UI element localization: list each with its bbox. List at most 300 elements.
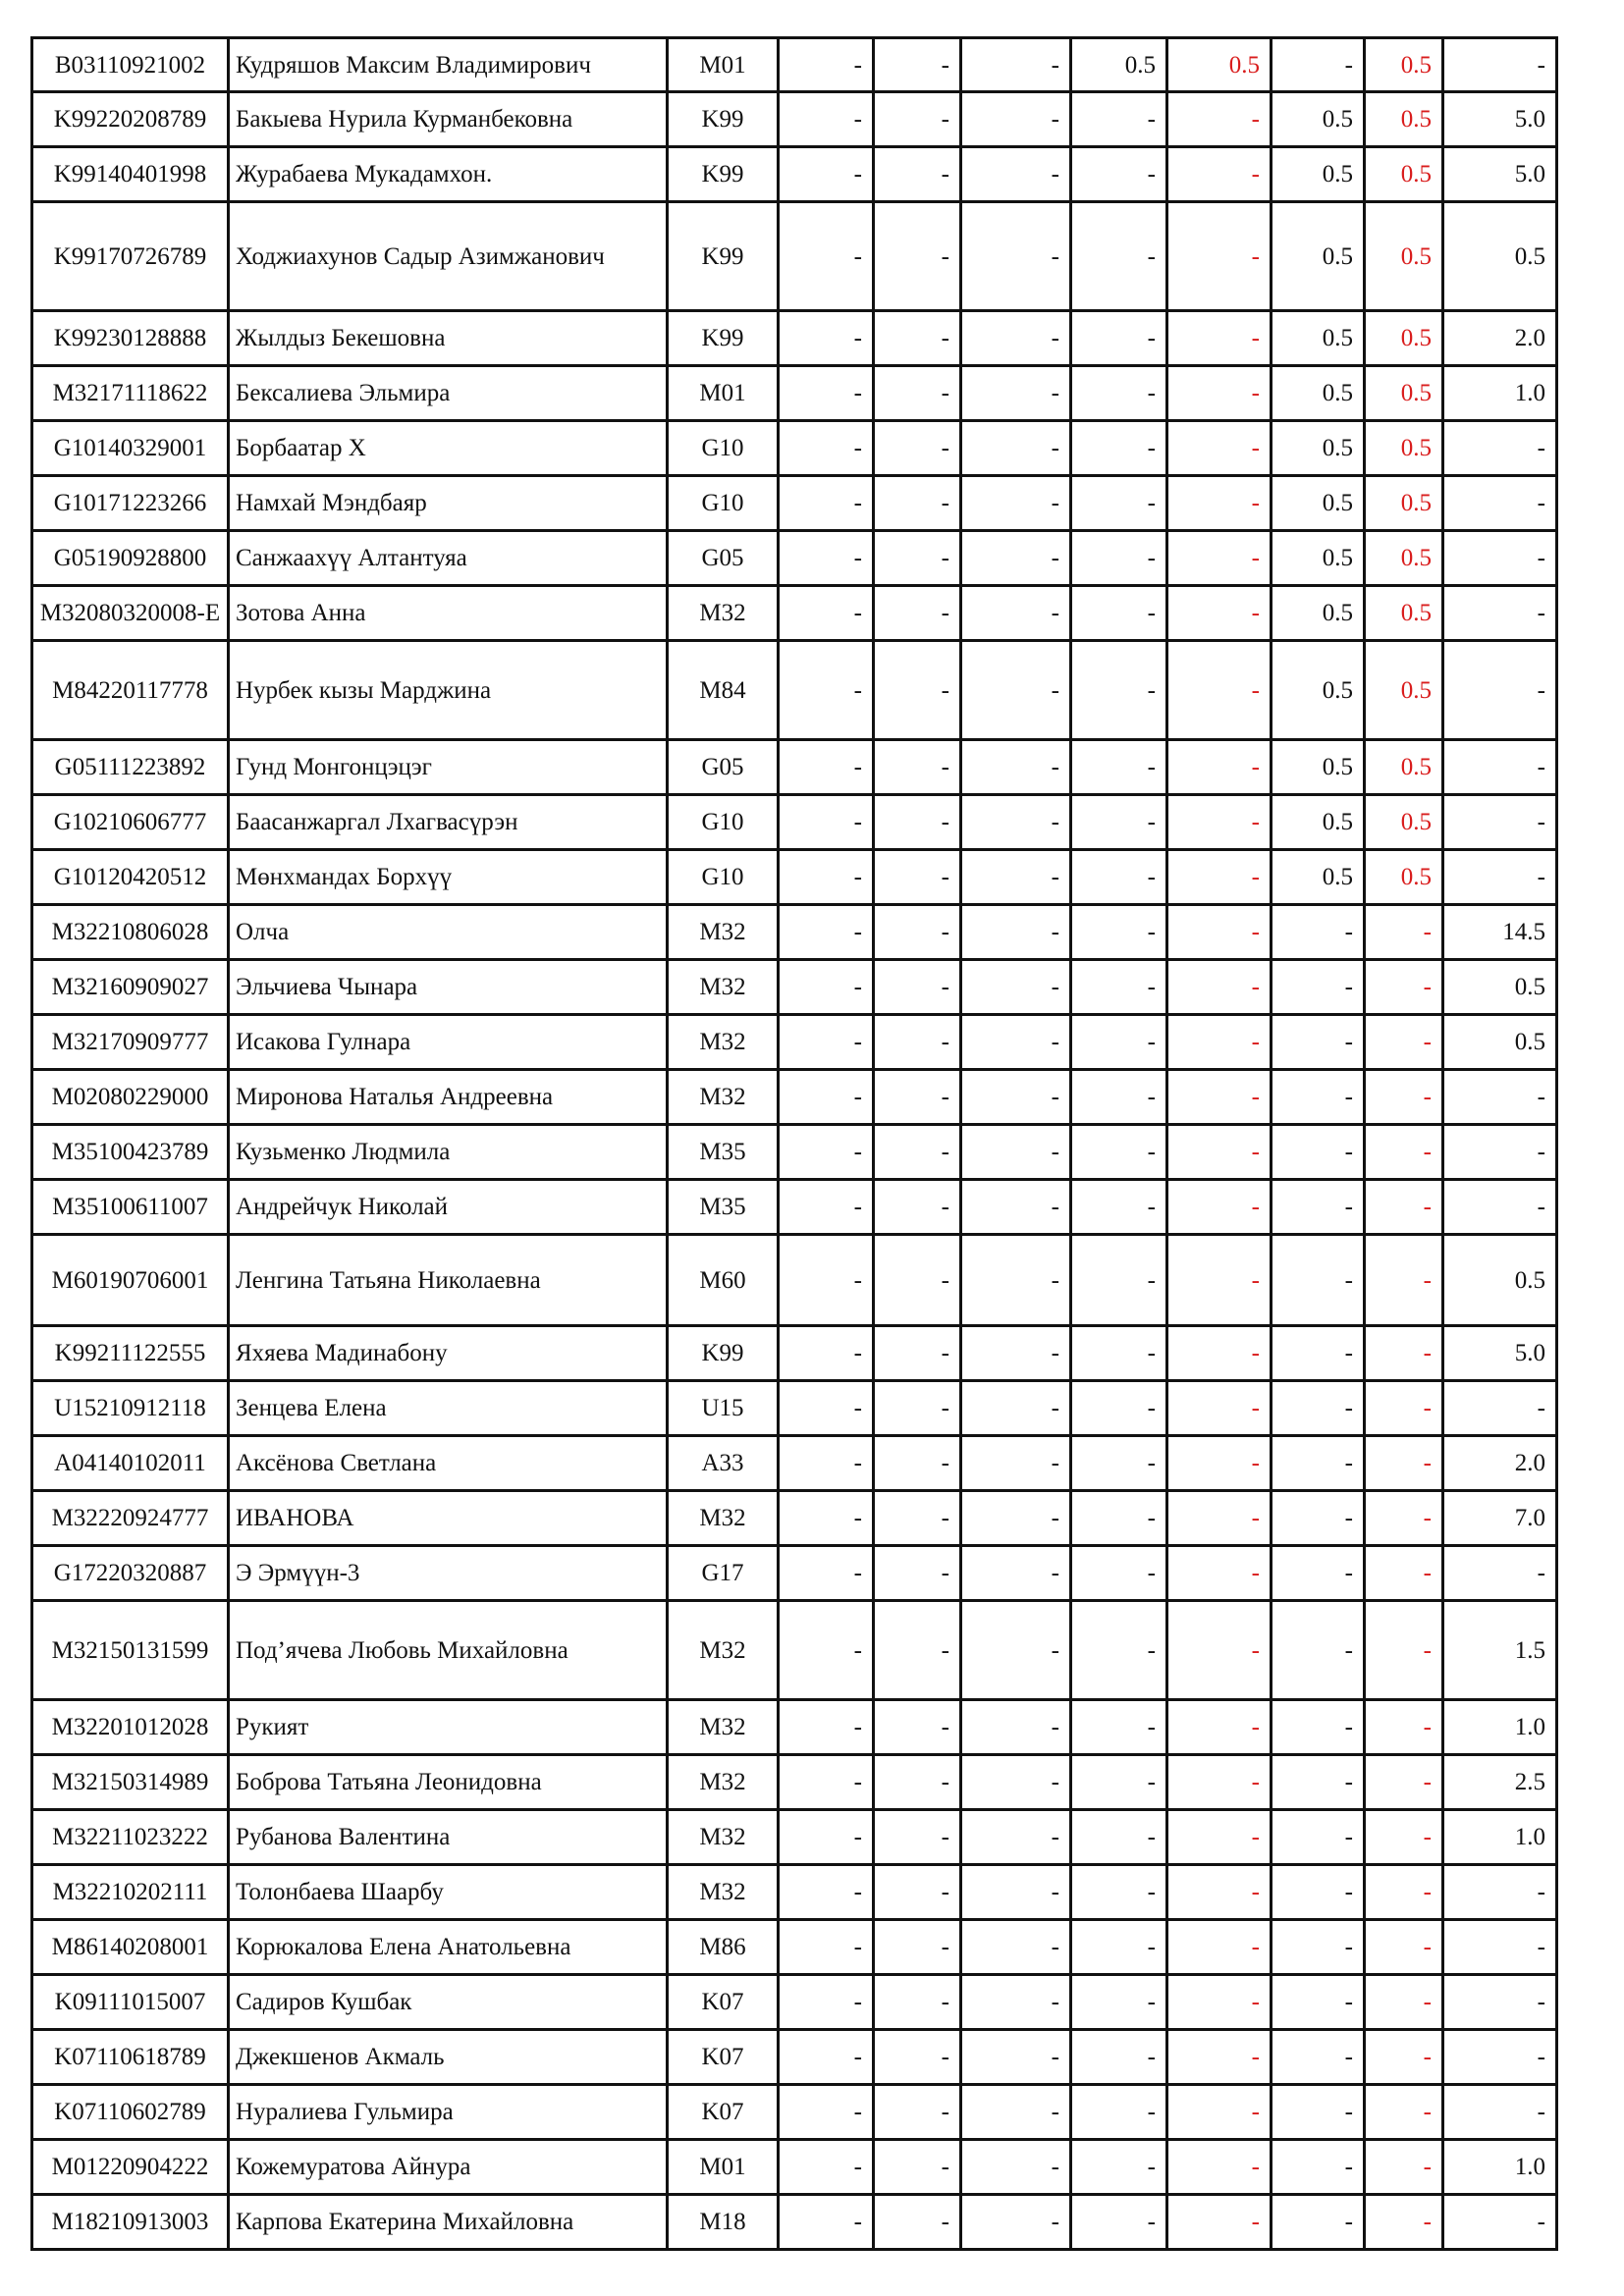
table-row <box>32 1015 1557 1070</box>
cell-v5: - <box>1167 1601 1272 1700</box>
cell-name: Джекшенов Акмаль <box>229 2030 668 2085</box>
cell-v2: - <box>874 1180 961 1235</box>
cell-name: Намхай Мэндбаяр <box>229 476 668 531</box>
cell-v6: 0.5 <box>1272 476 1365 531</box>
cell-v7: 0.5 <box>1365 795 1443 850</box>
cell-name: Кудряшов Максим Владимирович <box>229 38 668 92</box>
cell-code: M01 <box>668 366 779 421</box>
cell-v3: - <box>961 1491 1071 1546</box>
cell-id: M84220117778 <box>32 641 229 740</box>
cell-v4: - <box>1071 92 1167 147</box>
cell-name: Бексалиева Эльмира <box>229 366 668 421</box>
cell-v1: - <box>779 960 874 1015</box>
table-row <box>32 1810 1557 1865</box>
cell-v5: - <box>1167 1125 1272 1180</box>
table-row <box>32 531 1557 586</box>
cell-v1: - <box>779 476 874 531</box>
cell-v8: - <box>1443 1070 1557 1125</box>
cell-v4: - <box>1071 2195 1167 2250</box>
cell-name: Яхяева Мадинабону <box>229 1326 668 1381</box>
cell-name: Ленгина Татьяна Николаевна <box>229 1235 668 1326</box>
table-row <box>32 1920 1557 1975</box>
results-table-body <box>32 38 1557 2250</box>
cell-v5: - <box>1167 1865 1272 1920</box>
cell-v2: - <box>874 1235 961 1326</box>
cell-v5: - <box>1167 476 1272 531</box>
cell-name: Эльчиева Чынара <box>229 960 668 1015</box>
cell-v4: - <box>1071 586 1167 641</box>
cell-v1: - <box>779 850 874 905</box>
cell-code: M01 <box>668 38 779 92</box>
cell-v2: - <box>874 1070 961 1125</box>
cell-v3: - <box>961 586 1071 641</box>
cell-v3: - <box>961 1755 1071 1810</box>
cell-v7: 0.5 <box>1365 641 1443 740</box>
cell-v5: - <box>1167 1436 1272 1491</box>
cell-v4: - <box>1071 1235 1167 1326</box>
cell-name: Мөнхмандах Борхүү <box>229 850 668 905</box>
cell-v4: - <box>1071 1546 1167 1601</box>
cell-code: M32 <box>668 1810 779 1865</box>
cell-v6: - <box>1272 1436 1365 1491</box>
cell-v2: - <box>874 1601 961 1700</box>
cell-v3: - <box>961 795 1071 850</box>
cell-v1: - <box>779 905 874 960</box>
cell-v3: - <box>961 1436 1071 1491</box>
cell-v7: - <box>1365 1975 1443 2030</box>
cell-v7: - <box>1365 2140 1443 2195</box>
cell-v7: 0.5 <box>1365 850 1443 905</box>
cell-v5: - <box>1167 92 1272 147</box>
cell-name: ИВАНОВА <box>229 1491 668 1546</box>
cell-v1: - <box>779 641 874 740</box>
table-row <box>32 586 1557 641</box>
cell-code: M32 <box>668 1070 779 1125</box>
cell-v4: - <box>1071 960 1167 1015</box>
cell-v4: - <box>1071 905 1167 960</box>
cell-v7: 0.5 <box>1365 147 1443 202</box>
cell-v1: - <box>779 38 874 92</box>
cell-v4: - <box>1071 1975 1167 2030</box>
cell-id: K07110602789 <box>32 2085 229 2140</box>
table-row <box>32 421 1557 476</box>
cell-id: M32171118622 <box>32 366 229 421</box>
cell-v5: - <box>1167 147 1272 202</box>
cell-v8: 1.0 <box>1443 2140 1557 2195</box>
cell-v6: 0.5 <box>1272 641 1365 740</box>
cell-v4: - <box>1071 1070 1167 1125</box>
cell-v4: 0.5 <box>1071 38 1167 92</box>
cell-v1: - <box>779 2140 874 2195</box>
cell-code: M01 <box>668 2140 779 2195</box>
cell-code: U15 <box>668 1381 779 1436</box>
cell-v2: - <box>874 1810 961 1865</box>
cell-v5: - <box>1167 311 1272 366</box>
cell-v7: 0.5 <box>1365 202 1443 311</box>
cell-v1: - <box>779 1180 874 1235</box>
table-row <box>32 1436 1557 1491</box>
cell-id: M35100611007 <box>32 1180 229 1235</box>
cell-name: Карпова Екатерина Михайловна <box>229 2195 668 2250</box>
cell-v7: - <box>1365 1546 1443 1601</box>
table-row <box>32 476 1557 531</box>
table-row <box>32 366 1557 421</box>
cell-v3: - <box>961 1865 1071 1920</box>
cell-name: Э Эрмүүн-3 <box>229 1546 668 1601</box>
cell-v5: - <box>1167 202 1272 311</box>
cell-v4: - <box>1071 147 1167 202</box>
cell-v3: - <box>961 1810 1071 1865</box>
cell-id: K99230128888 <box>32 311 229 366</box>
cell-code: M35 <box>668 1180 779 1235</box>
cell-code: K99 <box>668 202 779 311</box>
cell-v2: - <box>874 38 961 92</box>
cell-code: K99 <box>668 311 779 366</box>
cell-code: M32 <box>668 960 779 1015</box>
cell-v5: - <box>1167 1920 1272 1975</box>
cell-code: M32 <box>668 1015 779 1070</box>
cell-v4: - <box>1071 1491 1167 1546</box>
cell-v8: - <box>1443 421 1557 476</box>
cell-name: Под’ячева Любовь Михайловна <box>229 1601 668 1700</box>
cell-name: Боброва Татьяна Леонидовна <box>229 1755 668 1810</box>
cell-v5: - <box>1167 1700 1272 1755</box>
table-row <box>32 1235 1557 1326</box>
table-row <box>32 2195 1557 2250</box>
cell-v3: - <box>961 1125 1071 1180</box>
cell-code: K07 <box>668 1975 779 2030</box>
cell-v2: - <box>874 1975 961 2030</box>
cell-v7: - <box>1365 1235 1443 1326</box>
cell-v1: - <box>779 92 874 147</box>
cell-v3: - <box>961 1546 1071 1601</box>
cell-v2: - <box>874 586 961 641</box>
cell-v3: - <box>961 2030 1071 2085</box>
cell-id: G17220320887 <box>32 1546 229 1601</box>
cell-v2: - <box>874 2085 961 2140</box>
cell-v3: - <box>961 1920 1071 1975</box>
cell-v4: - <box>1071 1180 1167 1235</box>
cell-v5: - <box>1167 1755 1272 1810</box>
table-row <box>32 960 1557 1015</box>
cell-v8: - <box>1443 531 1557 586</box>
cell-v5: - <box>1167 1381 1272 1436</box>
cell-v6: - <box>1272 1975 1365 2030</box>
cell-v2: - <box>874 740 961 795</box>
cell-id: K99211122555 <box>32 1326 229 1381</box>
cell-code: G10 <box>668 850 779 905</box>
cell-v8: - <box>1443 1975 1557 2030</box>
cell-name: Рубанова Валентина <box>229 1810 668 1865</box>
cell-v8: - <box>1443 1865 1557 1920</box>
cell-v2: - <box>874 92 961 147</box>
cell-v7: - <box>1365 2085 1443 2140</box>
cell-code: K99 <box>668 147 779 202</box>
cell-v2: - <box>874 795 961 850</box>
cell-v5: - <box>1167 366 1272 421</box>
cell-id: G05190928800 <box>32 531 229 586</box>
cell-v7: 0.5 <box>1365 421 1443 476</box>
cell-v2: - <box>874 2140 961 2195</box>
cell-v4: - <box>1071 2140 1167 2195</box>
cell-v8: - <box>1443 850 1557 905</box>
cell-v8: 5.0 <box>1443 147 1557 202</box>
cell-v8: - <box>1443 2030 1557 2085</box>
cell-id: M02080229000 <box>32 1070 229 1125</box>
cell-v2: - <box>874 1700 961 1755</box>
cell-v1: - <box>779 202 874 311</box>
cell-code: K99 <box>668 92 779 147</box>
cell-id: M35100423789 <box>32 1125 229 1180</box>
cell-v2: - <box>874 850 961 905</box>
cell-v1: - <box>779 1070 874 1125</box>
cell-v4: - <box>1071 2085 1167 2140</box>
cell-v8: - <box>1443 38 1557 92</box>
cell-v3: - <box>961 38 1071 92</box>
cell-id: M32210202111 <box>32 1865 229 1920</box>
cell-v6: - <box>1272 1070 1365 1125</box>
cell-v6: 0.5 <box>1272 92 1365 147</box>
cell-v5: - <box>1167 960 1272 1015</box>
table-row <box>32 1975 1557 2030</box>
cell-v8: 0.5 <box>1443 1015 1557 1070</box>
table-row <box>32 740 1557 795</box>
cell-v2: - <box>874 1755 961 1810</box>
table-row <box>32 1326 1557 1381</box>
cell-id: G05111223892 <box>32 740 229 795</box>
cell-code: M32 <box>668 1865 779 1920</box>
table-row <box>32 1491 1557 1546</box>
table-row <box>32 1381 1557 1436</box>
cell-v7: - <box>1365 1436 1443 1491</box>
cell-name: Ходжиахунов Садыр Азимжанович <box>229 202 668 311</box>
cell-v2: - <box>874 531 961 586</box>
cell-v2: - <box>874 202 961 311</box>
cell-v7: - <box>1365 960 1443 1015</box>
cell-v7: 0.5 <box>1365 476 1443 531</box>
cell-name: Журабаева Мукадамхон. <box>229 147 668 202</box>
cell-v3: - <box>961 311 1071 366</box>
cell-v7: 0.5 <box>1365 531 1443 586</box>
cell-v4: - <box>1071 421 1167 476</box>
cell-v1: - <box>779 1755 874 1810</box>
cell-v8: 1.0 <box>1443 1810 1557 1865</box>
cell-v8: - <box>1443 1180 1557 1235</box>
cell-v4: - <box>1071 1700 1167 1755</box>
cell-v6: 0.5 <box>1272 311 1365 366</box>
table-row <box>32 641 1557 740</box>
cell-v8: - <box>1443 641 1557 740</box>
cell-v6: - <box>1272 905 1365 960</box>
cell-v1: - <box>779 366 874 421</box>
cell-v8: - <box>1443 2195 1557 2250</box>
cell-v7: 0.5 <box>1365 740 1443 795</box>
cell-v7: - <box>1365 1865 1443 1920</box>
cell-v5: - <box>1167 421 1272 476</box>
cell-v5: - <box>1167 531 1272 586</box>
cell-name: Андрейчук Николай <box>229 1180 668 1235</box>
cell-code: M35 <box>668 1125 779 1180</box>
cell-name: Кожемуратова Айнура <box>229 2140 668 2195</box>
cell-v6: 0.5 <box>1272 740 1365 795</box>
cell-v3: - <box>961 366 1071 421</box>
cell-v3: - <box>961 905 1071 960</box>
cell-name: Бакыева Нурила Курманбековна <box>229 92 668 147</box>
cell-v7: - <box>1365 1755 1443 1810</box>
cell-code: M84 <box>668 641 779 740</box>
cell-v5: - <box>1167 1810 1272 1865</box>
cell-id: G10210606777 <box>32 795 229 850</box>
cell-code: M32 <box>668 1491 779 1546</box>
cell-code: M32 <box>668 586 779 641</box>
cell-code: G10 <box>668 421 779 476</box>
cell-v1: - <box>779 1381 874 1436</box>
cell-v4: - <box>1071 850 1167 905</box>
cell-v7: 0.5 <box>1365 586 1443 641</box>
cell-v6: 0.5 <box>1272 531 1365 586</box>
cell-v1: - <box>779 2195 874 2250</box>
cell-v7: 0.5 <box>1365 311 1443 366</box>
cell-v6: - <box>1272 2085 1365 2140</box>
cell-v6: - <box>1272 1546 1365 1601</box>
cell-name: Миронова Наталья Андреевна <box>229 1070 668 1125</box>
cell-v8: 14.5 <box>1443 905 1557 960</box>
cell-v3: - <box>961 147 1071 202</box>
cell-id: M18210913003 <box>32 2195 229 2250</box>
cell-id: M32150131599 <box>32 1601 229 1700</box>
cell-v7: - <box>1365 1810 1443 1865</box>
cell-v7: - <box>1365 1180 1443 1235</box>
cell-v3: - <box>961 1700 1071 1755</box>
table-row <box>32 92 1557 147</box>
table-row <box>32 795 1557 850</box>
cell-v6: - <box>1272 1865 1365 1920</box>
cell-v8: 2.5 <box>1443 1755 1557 1810</box>
cell-v5: - <box>1167 795 1272 850</box>
cell-id: G10120420512 <box>32 850 229 905</box>
cell-v2: - <box>874 1920 961 1975</box>
cell-name: Исакова Гулнара <box>229 1015 668 1070</box>
cell-code: M18 <box>668 2195 779 2250</box>
cell-id: M32210806028 <box>32 905 229 960</box>
cell-v8: 0.5 <box>1443 1235 1557 1326</box>
cell-v6: - <box>1272 960 1365 1015</box>
cell-v5: - <box>1167 1070 1272 1125</box>
cell-v3: - <box>961 850 1071 905</box>
cell-v4: - <box>1071 1436 1167 1491</box>
cell-code: M32 <box>668 905 779 960</box>
cell-id: M86140208001 <box>32 1920 229 1975</box>
cell-v4: - <box>1071 202 1167 311</box>
cell-v3: - <box>961 1975 1071 2030</box>
cell-v6: - <box>1272 1601 1365 1700</box>
cell-v2: - <box>874 641 961 740</box>
cell-id: K99170726789 <box>32 202 229 311</box>
cell-v5: 0.5 <box>1167 38 1272 92</box>
cell-v1: - <box>779 1491 874 1546</box>
cell-v5: - <box>1167 1975 1272 2030</box>
cell-name: Зенцева Елена <box>229 1381 668 1436</box>
cell-v4: - <box>1071 476 1167 531</box>
cell-code: K07 <box>668 2085 779 2140</box>
cell-id: M32211023222 <box>32 1810 229 1865</box>
cell-v2: - <box>874 311 961 366</box>
cell-v3: - <box>961 2085 1071 2140</box>
table-row <box>32 1070 1557 1125</box>
table-row <box>32 2030 1557 2085</box>
cell-v6: 0.5 <box>1272 202 1365 311</box>
cell-v8: - <box>1443 1546 1557 1601</box>
cell-v3: - <box>961 2140 1071 2195</box>
cell-v4: - <box>1071 311 1167 366</box>
cell-name: Гунд Монгонцэцэг <box>229 740 668 795</box>
cell-v2: - <box>874 421 961 476</box>
cell-v7: - <box>1365 1700 1443 1755</box>
cell-v7: 0.5 <box>1365 366 1443 421</box>
cell-name: Нуралиева Гульмира <box>229 2085 668 2140</box>
table-row <box>32 1865 1557 1920</box>
cell-id: K07110618789 <box>32 2030 229 2085</box>
table-row <box>32 905 1557 960</box>
cell-v8: 5.0 <box>1443 92 1557 147</box>
cell-id: K99220208789 <box>32 92 229 147</box>
cell-v3: - <box>961 960 1071 1015</box>
cell-v8: 0.5 <box>1443 202 1557 311</box>
cell-v1: - <box>779 2085 874 2140</box>
cell-v8: - <box>1443 795 1557 850</box>
cell-name: Олча <box>229 905 668 960</box>
cell-v6: - <box>1272 2195 1365 2250</box>
table-row <box>32 850 1557 905</box>
cell-v3: - <box>961 92 1071 147</box>
cell-v2: - <box>874 2030 961 2085</box>
cell-name: Зотова Анна <box>229 586 668 641</box>
cell-id: B03110921002 <box>32 38 229 92</box>
results-table <box>30 36 1558 2251</box>
cell-v1: - <box>779 1810 874 1865</box>
cell-v6: - <box>1272 1381 1365 1436</box>
table-row <box>32 2140 1557 2195</box>
cell-v5: - <box>1167 1015 1272 1070</box>
cell-v2: - <box>874 905 961 960</box>
table-row <box>32 1700 1557 1755</box>
cell-v6: 0.5 <box>1272 586 1365 641</box>
cell-name: Аксёнова Светлана <box>229 1436 668 1491</box>
cell-v7: - <box>1365 905 1443 960</box>
cell-v1: - <box>779 1865 874 1920</box>
cell-v6: 0.5 <box>1272 147 1365 202</box>
table-row <box>32 1601 1557 1700</box>
cell-v3: - <box>961 476 1071 531</box>
cell-v3: - <box>961 531 1071 586</box>
cell-id: M32170909777 <box>32 1015 229 1070</box>
cell-v6: - <box>1272 1235 1365 1326</box>
cell-id: M32201012028 <box>32 1700 229 1755</box>
cell-name: Садиров Кушбак <box>229 1975 668 2030</box>
cell-v8: 7.0 <box>1443 1491 1557 1546</box>
cell-v4: - <box>1071 1810 1167 1865</box>
cell-v1: - <box>779 147 874 202</box>
cell-v1: - <box>779 1125 874 1180</box>
cell-v8: - <box>1443 1381 1557 1436</box>
cell-v8: 1.0 <box>1443 1700 1557 1755</box>
cell-code: M32 <box>668 1700 779 1755</box>
cell-v2: - <box>874 366 961 421</box>
cell-v1: - <box>779 1700 874 1755</box>
cell-id: M32080320008-E <box>32 586 229 641</box>
cell-v4: - <box>1071 1015 1167 1070</box>
cell-v3: - <box>961 1381 1071 1436</box>
